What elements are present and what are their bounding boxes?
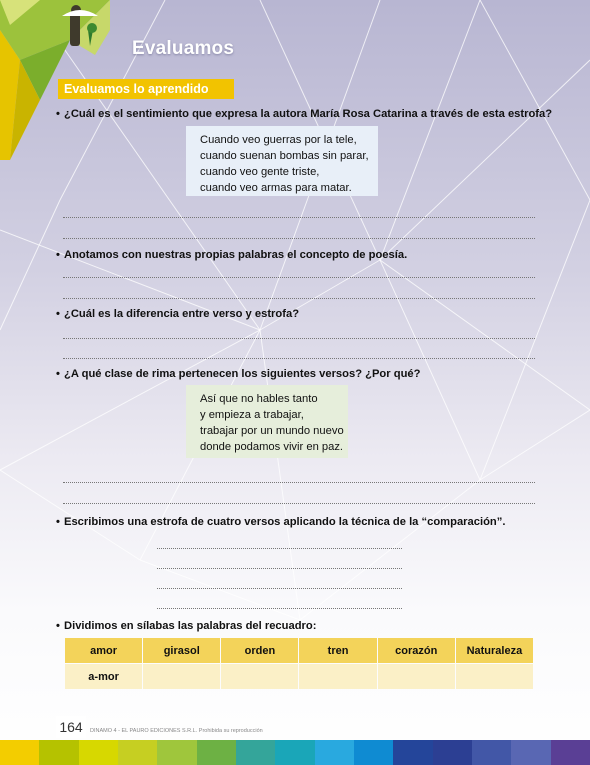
strip-segment xyxy=(39,740,78,765)
strip-segment xyxy=(0,740,39,765)
strip-segment xyxy=(157,740,196,765)
section-label: Evaluamos lo aprendido xyxy=(58,79,234,99)
poem-box-2 xyxy=(186,385,348,458)
strip-segment xyxy=(197,740,236,765)
table-cell-input[interactable] xyxy=(299,664,376,689)
poem-line: cuando veo armas para matar. xyxy=(200,182,352,194)
answer-line[interactable] xyxy=(63,277,535,278)
poem-line: cuando suenan bombas sin parar, xyxy=(200,150,369,162)
question-6 xyxy=(56,620,316,632)
poem-line: cuando veo gente triste, xyxy=(200,166,320,178)
strip-segment xyxy=(433,740,472,765)
question-text: Anotamos con nuestras propias palabras el concepto de poesía. xyxy=(64,249,408,261)
page-header-title: Evaluamos xyxy=(132,38,235,59)
answer-line[interactable] xyxy=(157,588,402,589)
bullet: • xyxy=(56,620,60,632)
question-4 xyxy=(56,368,420,380)
answer-line[interactable] xyxy=(63,358,535,359)
poem-line: trabajar por un mundo nuevo xyxy=(200,425,344,437)
question-text: Dividimos en sílabas las palabras del recuadro: xyxy=(64,620,317,632)
answer-line[interactable] xyxy=(157,568,402,569)
bullet: • xyxy=(56,108,60,120)
bullet: • xyxy=(56,368,60,380)
bullet: • xyxy=(56,249,60,261)
bullet: • xyxy=(56,516,60,528)
strip-segment xyxy=(354,740,393,765)
footer-copyright: DINAMO 4 - EL PAURO EDICIONES S.R.L. Prohibida su reproducción xyxy=(90,728,263,734)
table-cell-input[interactable] xyxy=(221,664,298,689)
question-3 xyxy=(56,308,299,320)
poem-box-1 xyxy=(186,126,378,196)
syllable-table xyxy=(64,637,534,690)
table-header-cell: girasol xyxy=(143,638,220,663)
strip-segment xyxy=(511,740,550,765)
question-text: ¿Cuál es el sentimiento que expresa la autora María Rosa Catarina a través de esta estrofa? xyxy=(64,108,553,120)
answer-line[interactable] xyxy=(63,338,535,339)
answer-line[interactable] xyxy=(157,548,402,549)
footer-color-strip xyxy=(0,740,590,765)
strip-segment xyxy=(275,740,314,765)
strip-segment xyxy=(236,740,275,765)
question-1 xyxy=(56,108,552,120)
strip-segment xyxy=(551,740,590,765)
poem-line: Así que no hables tanto xyxy=(200,393,318,405)
table-header-cell: Naturaleza xyxy=(456,638,533,663)
poem-line: Cuando veo guerras por la tele, xyxy=(200,134,357,146)
table-header-cell: corazón xyxy=(378,638,455,663)
table-header-cell: tren xyxy=(299,638,376,663)
table-header-cell: amor xyxy=(65,638,142,663)
table-header-row xyxy=(65,638,533,663)
strip-segment xyxy=(118,740,157,765)
strip-segment xyxy=(79,740,118,765)
poem-line: donde podamos vivir en paz. xyxy=(200,441,344,453)
answer-line[interactable] xyxy=(63,503,535,504)
poem-line: y empieza a trabajar, xyxy=(200,409,304,421)
answer-line[interactable] xyxy=(63,482,535,483)
table-cell-input[interactable] xyxy=(378,664,455,689)
answer-line[interactable] xyxy=(63,217,535,218)
bullet: • xyxy=(56,308,60,320)
table-cell-input[interactable] xyxy=(456,664,533,689)
strip-segment xyxy=(472,740,511,765)
question-text: Escribimos una estrofa de cuatro versos aplicando la técnica de la “comparación”. xyxy=(64,516,506,528)
answer-line[interactable] xyxy=(63,298,535,299)
table-header-cell: orden xyxy=(221,638,298,663)
question-5 xyxy=(56,516,505,528)
question-text: ¿Cuál es la diferencia entre verso y estrofa? xyxy=(64,308,300,320)
question-text: ¿A qué clase de rima pertenecen los siguientes versos? ¿Por qué? xyxy=(64,368,421,380)
strip-segment xyxy=(315,740,354,765)
table-cell-input[interactable] xyxy=(143,664,220,689)
table-cell: a-mor xyxy=(65,664,142,689)
strip-segment xyxy=(393,740,432,765)
answer-line[interactable] xyxy=(63,238,535,239)
question-2 xyxy=(56,249,407,261)
page-number: 164 xyxy=(56,716,86,738)
answer-line[interactable] xyxy=(157,608,402,609)
table-row xyxy=(65,664,533,689)
